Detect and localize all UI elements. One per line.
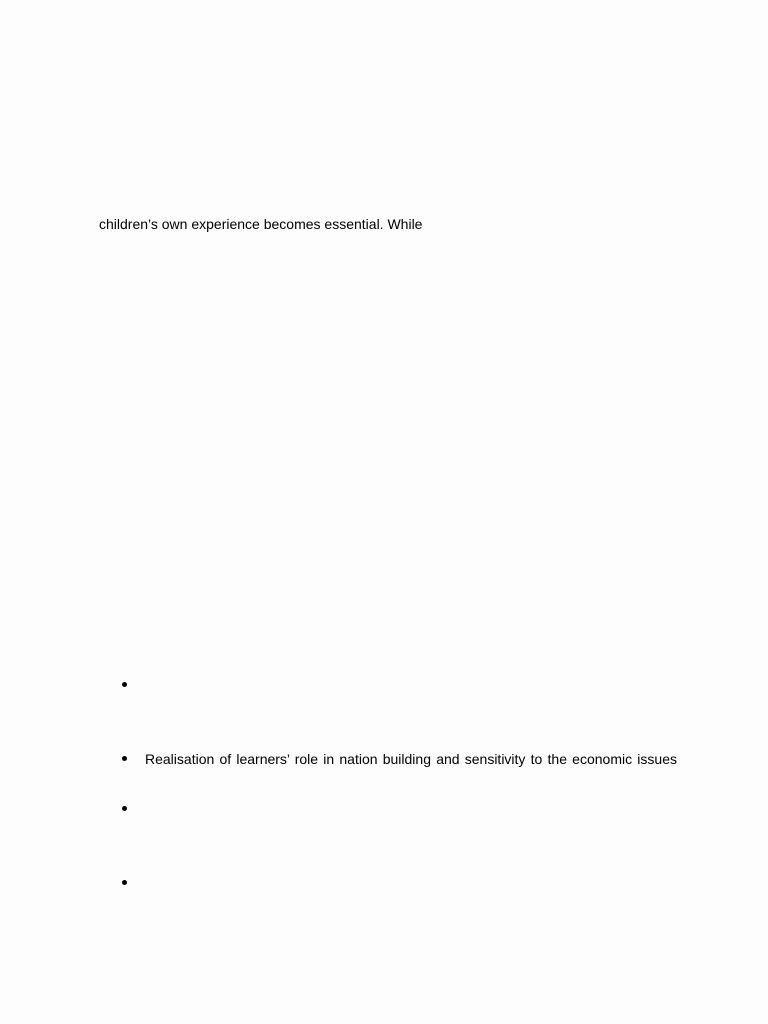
paragraph-line: children’s own experience becomes essential. While xyxy=(99,216,423,232)
bullet-icon xyxy=(122,682,127,687)
bullet-icon xyxy=(122,756,127,761)
bullet-text: Realisation of learners’ role in nation building and sensitivity to the economic issues xyxy=(145,751,677,767)
bullet-item xyxy=(0,874,768,892)
bullet-item xyxy=(0,676,768,694)
bullet-item xyxy=(0,800,768,818)
bullet-icon xyxy=(122,806,127,811)
bullet-item xyxy=(0,750,768,768)
bullet-icon xyxy=(122,880,127,885)
